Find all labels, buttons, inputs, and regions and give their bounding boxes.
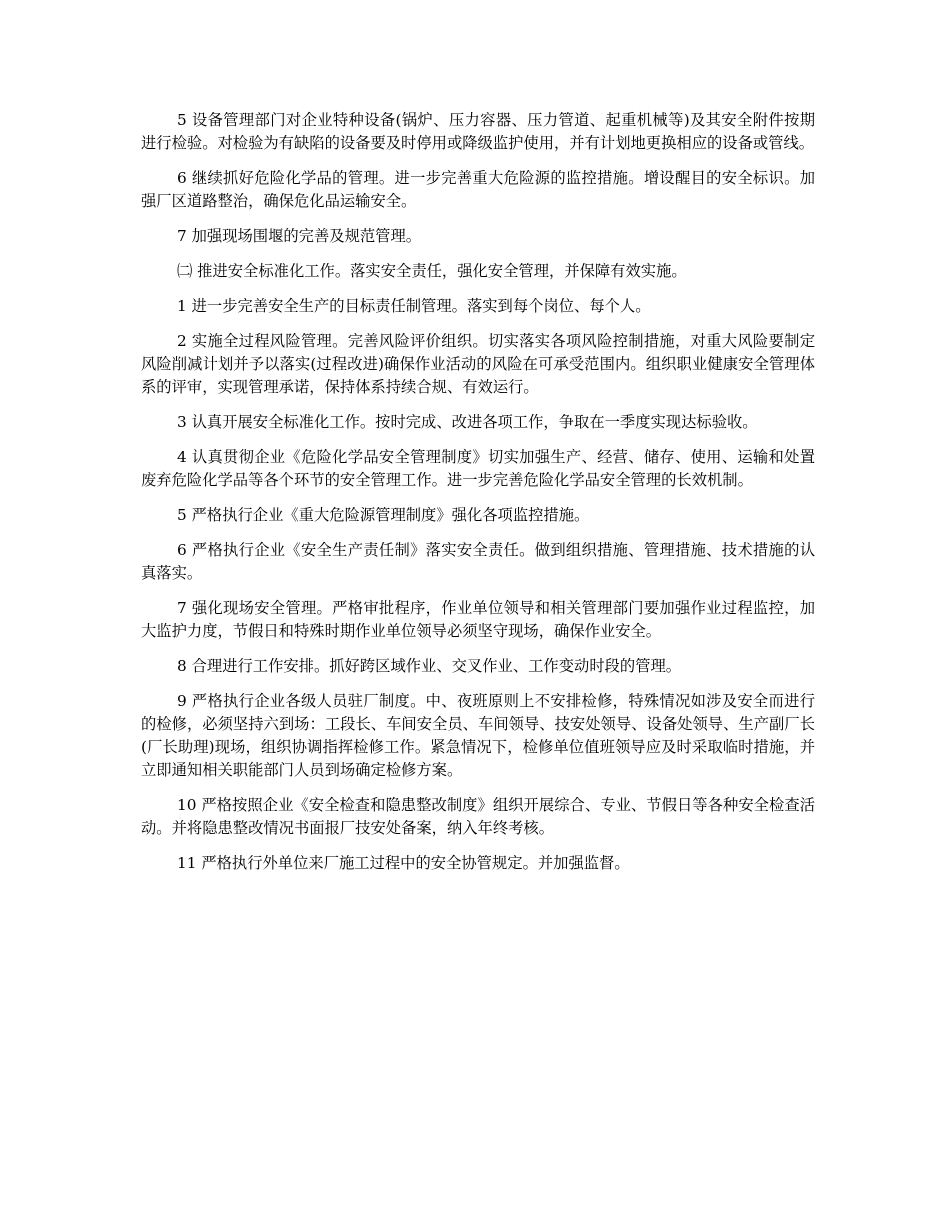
paragraph-contractor-supervision: 11 严格执行外单位来厂施工过程中的安全协管规定。并加强监督。 xyxy=(177,854,630,872)
paragraph-equipment-inspection: 5 设备管理部门对企业特种设备(锅炉、压力容器、压力管道、起重机械等)及其安全附件按期进行检验。对检验为有缺陷的设备要及时停用或降级监护使用，并有计划地更换相应的设备或管线。 xyxy=(141,111,815,152)
paragraph-safety-responsibility: 6 严格执行企业《安全生产责任制》落实安全责任。做到组织措施、管理措施、技术措施的认真落实。 xyxy=(141,541,815,582)
paragraph-cofferdam-management: 7 加强现场围堰的完善及规范管理。 xyxy=(177,227,422,245)
paragraph-chemical-safety-regulation: 4 认真贯彻企业《危险化学品安全管理制度》切实加强生产、经营、储存、使用、运输和处置废弃危险化学品等各个环节的安全管理工作。进一步完善危险化学品安全管理的长效机制。 xyxy=(141,448,815,489)
paragraph-safety-inspection: 10 严格按照企业《安全检查和隐患整改制度》组织开展综合、专业、节假日等各种安全检查活动。并将隐患整改情况书面报厂技安处备案，纳入年终考核。 xyxy=(141,796,815,837)
paragraph-site-safety-management: 7 强化现场安全管理。严格审批程序，作业单位领导和相关管理部门要加强作业过程监控，加大监护力度，节假日和特殊时期作业单位领导必须坚守现场，确保作业安全。 xyxy=(141,599,815,640)
paragraph-major-hazard-regulation: 5 严格执行企业《重大危险源管理制度》强化各项监控措施。 xyxy=(177,506,590,524)
paragraph-risk-management: 2 实施全过程风险管理。完善风险评价组织。切实落实各项风险控制措施，对重大风险要制定风险削减计划并予以落实(过程改进)确保作业活动的风险在可承受范围内。组织职业健康安全管理体系的评审，实现管理承诺，保持体系持续合规、有效运行。 xyxy=(141,332,815,396)
paragraph-standardization-work: 3 认真开展安全标准化工作。按时完成、改进各项工作，争取在一季度实现达标验收。 xyxy=(177,413,758,431)
paragraph-work-arrangement: 8 合理进行工作安排。抓好跨区域作业、交叉作业、工作变动时段的管理。 xyxy=(177,657,682,675)
section-heading-standardization: ㈡ 推进安全标准化工作。落实安全责任，强化安全管理，并保障有效实施。 xyxy=(177,262,687,280)
document-body xyxy=(141,109,815,887)
paragraph-responsibility-system: 1 进一步完善安全生产的目标责任制管理。落实到每个岗位、每个人。 xyxy=(177,297,651,315)
paragraph-on-site-duty: 9 严格执行企业各级人员驻厂制度。中、夜班原则上不安排检修，特殊情况如涉及安全而进行的检修，必须坚持六到场：工段长、车间安全员、车间领导、技安处领导、设备处领导、生产副厂长(厂长助理)现场，组织协调指挥检修工作。紧急情况下，检修单位值班领导应及时采取临时措施，并立即通知相关职能部门人员到场确定检修方案。 xyxy=(141,692,815,779)
paragraph-hazardous-chemicals: 6 继续抓好危险化学品的管理。进一步完善重大危险源的监控措施。增设醒目的安全标识。加强厂区道路整治，确保危化品运输安全。 xyxy=(141,169,815,210)
